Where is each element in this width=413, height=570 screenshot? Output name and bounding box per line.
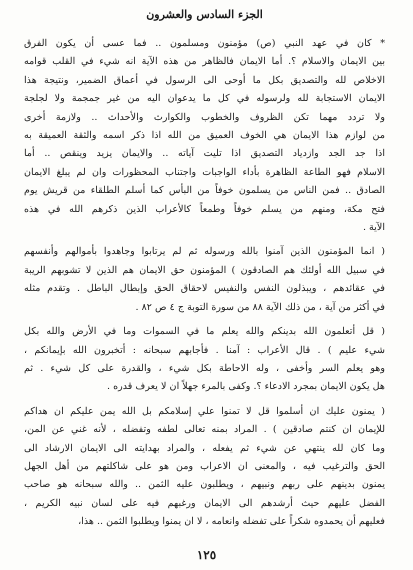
text-line: اذا جد الجد وازدياد التصديق اذا تليت آياته .. والايمان يزيد وينقص .. أما	[24, 148, 385, 160]
text-line: ( انما المؤمنون الذين آمنوا بالله ورسوله ثم لم يرتابوا وجاهدوا بأموالهم وأنفسهم	[24, 246, 385, 258]
page-header: الجزء السادس والعشرون	[146, 8, 263, 21]
text-line: الصادق .. فمن الناس من يسلمون خوفاً من البأس كما أسلم الطلقاء من قريش يوم	[24, 185, 385, 197]
text-line: فتح مكة، ومنهم من يسلم خوفاً وطمعاً كالأعراب الذين ذكرهم الله في هذه	[24, 203, 385, 215]
text-line: الاخلاص لله والتصديق بكل ما أوحى الى الرسول في أعماق الضمير، ونتيجة هذا	[24, 74, 385, 86]
text-line: للإيمان ان كنتم صادقين ) . المراد بمنه تعالى لطفه وتفضله ، لأنه غني عن المن،	[24, 424, 385, 436]
text-line: الاسلام فهو الطاعة الظاهرة بأداء الواجبات واجتناب المحظورات وان لم يبلغ الايمان	[24, 166, 385, 178]
text-line: في عقائدهم ، ويبذلون النفس والنفيس لاحقاق الحق وإبطال الباطل . وتقدم مثله	[24, 283, 385, 295]
text-line: هل يكون الايمان بمجرد الادعاء ؟. وكفى بالمرء جهلاً ان لا يعرف قدره .	[107, 381, 385, 393]
text-line: الحق والترغيب فيه ، والمعنى ان الاعراب ومن هو على شاكلتهم من أهل الجهل	[24, 460, 385, 472]
text-line: ( قل أتعلمون الله بدينكم والله يعلم ما في السموات وما في الأرض والله بكل	[24, 326, 385, 338]
text-line: الآية .	[362, 222, 385, 234]
text-line: يمنون بدينهم على ربهم ونبيهم ، ويطلبون عليه الثمن .. والله سبحانه هو صاحب	[24, 479, 385, 491]
text-line: الفضل عليهم حيث أرشدهم الى الايمان ورغبهم فيه على لسان نبيه الكريم ،	[24, 497, 385, 509]
text-line: من لوازم هذا الايمان هي الخوف العميق من الله اذا ذكر اسمه والثقة العميقة به	[24, 130, 385, 142]
text-line: فعليهم أن يحمدوه شكراً على تفضله وانعامه ، لا ان يمنوا ويطلبوا الثمن .. هذا،	[78, 516, 385, 528]
text-line: في أكثر من آية ، من ذلك الآية ٨٨ من سورة التوبة ج ٤ ص ٨٢ .	[135, 301, 385, 313]
paragraph-3	[24, 323, 385, 397]
paragraph-1	[24, 35, 385, 237]
text-line: بين الايمان والاسلام ؟. أما الايمان فالظاهر من هذه الآية انه شيء في القلب قوامه	[24, 56, 385, 68]
text-line: وما كان لله ينتهي عن شيء ثم يفعله ، والمراد بهدايته الى الايمان الارشاد الى	[24, 442, 385, 454]
text-line: الايمان الاستجابة لله ولرسوله في كل ما يدعوان اليه من غير جمجمة ولا لجلجة	[24, 93, 385, 105]
paragraph-4	[24, 403, 385, 532]
text-line: ( يمنون عليك ان أسلموا قل لا تمنوا علي إسلامكم بل الله يمن عليكم ان هداكم	[24, 405, 385, 417]
text-line: ولا تردد مهما تكن الظروف والخطوب والكوارث والأحداث .. ولازمة أخرى	[24, 111, 385, 123]
paragraph-2	[24, 243, 385, 317]
text-line: شيء عليم ) . قال الأعراب : آمنا . فأجابهم سبحانه : أتخبرون الله بإيمانكم ،	[24, 344, 385, 356]
text-line: وهو يعلم السر وأخفى ، وله الاحاطة بكل شيء ، والقدرة على كل شيء . ثم	[24, 362, 385, 374]
text-line: في سبيل الله أولئك هم الصادقون ) المؤمنون حق الايمان هم الذين لا تشوبهم الريبة	[24, 264, 385, 276]
text-line: * كان في عهد النبي (ص) مؤمنون ومسلمون .. فما عسى أن يكون الفرق	[24, 38, 385, 49]
page-number: ١٢٥	[196, 548, 217, 562]
